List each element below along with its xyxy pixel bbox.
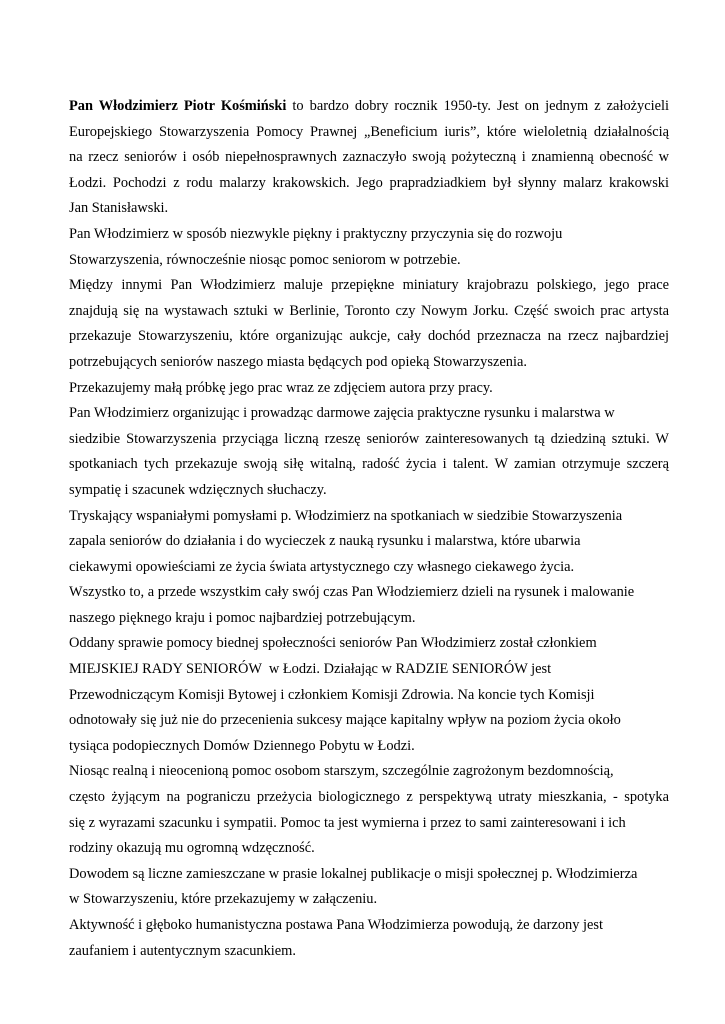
text-line: ciekawymi opowieściami ze życia świata artystycznego czy własnego ciekawego życia. bbox=[69, 558, 575, 575]
document-body bbox=[69, 94, 669, 964]
text-line: rodziny okazują mu ogromną wdzęczność. bbox=[69, 840, 315, 857]
text-line: Wszystko to, a przede wszystkim cały swój czas Pan Włodziemierz dzieli na rysunek i malowanie bbox=[69, 584, 635, 601]
text-line: potrzebujących seniorów naszego miasta będących pod opieką Stowarzyszenia. bbox=[69, 353, 527, 370]
text-line: Dowodem są liczne zamieszczane w prasie lokalnej publikacje o misji społecznej p. Włodzimierza bbox=[69, 865, 638, 882]
text-line: się z wyrazami szacunku i sympatii. Pomoc ta jest wymierna i przez to sami zainteresowani i ich bbox=[69, 814, 626, 831]
text-line: przekazuje Stowarzyszeniu, które organizując aukcje, cały dochód przeznacza na rzecz najbardziej bbox=[69, 328, 669, 345]
text-line: Niosąc realną i nieocenioną pomoc osobom starszym, szczególnie zagrożonym bezdomnością, bbox=[69, 763, 614, 780]
text-line: często żyjącym na pograniczu przeżycia biologicznego z perspektywą utraty mieszkania, - spotyka bbox=[69, 789, 669, 806]
text-line: spotkaniach tych przekazuje swoją siłę witalną, radość życia i talent. W zamian otrzymuje szczerą bbox=[69, 456, 669, 473]
text-line: siedzibie Stowarzyszenia przyciąga liczną rzeszę seniorów zainteresowanych tą dziedziną sztuki. W bbox=[69, 430, 669, 447]
text-line: tysiąca podopiecznych Domów Dziennego Pobytu w Łodzi. bbox=[69, 737, 415, 754]
text-line bbox=[69, 94, 669, 120]
text-line: w Stowarzyszeniu, które przekazujemy w załączeniu. bbox=[69, 891, 378, 908]
text-line: Przekazujemy małą próbkę jego prac wraz ze zdjęciem autora przy pracy. bbox=[69, 379, 493, 396]
text-line: MIEJSKIEJ RADY SENIORÓW w Łodzi. Działając w RADZIE SENIORÓW jest bbox=[69, 661, 552, 678]
text-line: sympatię i szacunek wdzięcznych słuchaczy. bbox=[69, 481, 327, 498]
text-line: zaufaniem i autentycznym szacunkiem. bbox=[69, 942, 296, 959]
text-line: na rzecz seniorów i osób niepełnosprawnych zaznaczyło swoją pożyteczną i znamienną obecność w bbox=[69, 149, 669, 166]
text-line: Tryskający wspaniałymi pomysłami p. Włodzimierz na spotkaniach w siedzibie Stowarzyszenia bbox=[69, 507, 623, 524]
text-line: Stowarzyszenia, równocześnie niosąc pomoc seniorom w potrzebie. bbox=[69, 251, 461, 268]
text-line: Pan Włodzimierz organizując i prowadząc darmowe zajęcia praktyczne rysunku i malarstwa w bbox=[69, 405, 615, 422]
text-line: Łodzi. Pochodzi z rodu malarzy krakowskich. Jego prapradziadkiem był słynny malarz krakowski bbox=[69, 174, 669, 191]
text-line: Pan Włodzimierz w sposób niezwykle piękny i praktyczny przyczynia się do rozwoju bbox=[69, 225, 563, 242]
text-line: Jan Stanisławski. bbox=[69, 200, 169, 217]
text-line: zapala seniorów do działania i do wycieczek z nauką rysunku i malarstwa, które ubarwia bbox=[69, 533, 581, 550]
text-line: naszego pięknego kraju i pomoc najbardziej potrzebującym. bbox=[69, 609, 416, 626]
text-line: Aktywność i głęboko humanistyczna postawa Pana Włodzimierza powodują, że darzony jest bbox=[69, 917, 604, 933]
text-line: znajdują się na wystawach sztuki w Berlinie, Toronto czy Nowym Jorku. Część swoich prac artysta bbox=[69, 302, 669, 319]
text-line: Przewodniczącym Komisji Bytowej i członkiem Komisji Zdrowia. Na koncie tych Komisji bbox=[69, 686, 595, 703]
text-line: Między innymi Pan Włodzimierz maluje przepiękne miniatury krajobrazu polskiego, jego prace bbox=[69, 277, 669, 294]
subject-name: Pan Włodzimierz Piotr Kośmiński bbox=[69, 98, 287, 114]
text-line: Oddany sprawie pomocy biednej społeczności seniorów Pan Włodzimierz został członkiem bbox=[69, 635, 597, 652]
text-line: Europejskiego Stowarzyszenia Pomocy Prawnej „Beneficium iuris”, które wieloletnią działalnością bbox=[69, 123, 669, 140]
text-line: odnotowały się już nie do przecenienia sukcesy mające kapitalny wpływ na poziom życia około bbox=[69, 712, 621, 729]
lead-text: to bardzo dobry rocznik 1950-ty. Jest on jednym z założycieli bbox=[286, 98, 669, 114]
